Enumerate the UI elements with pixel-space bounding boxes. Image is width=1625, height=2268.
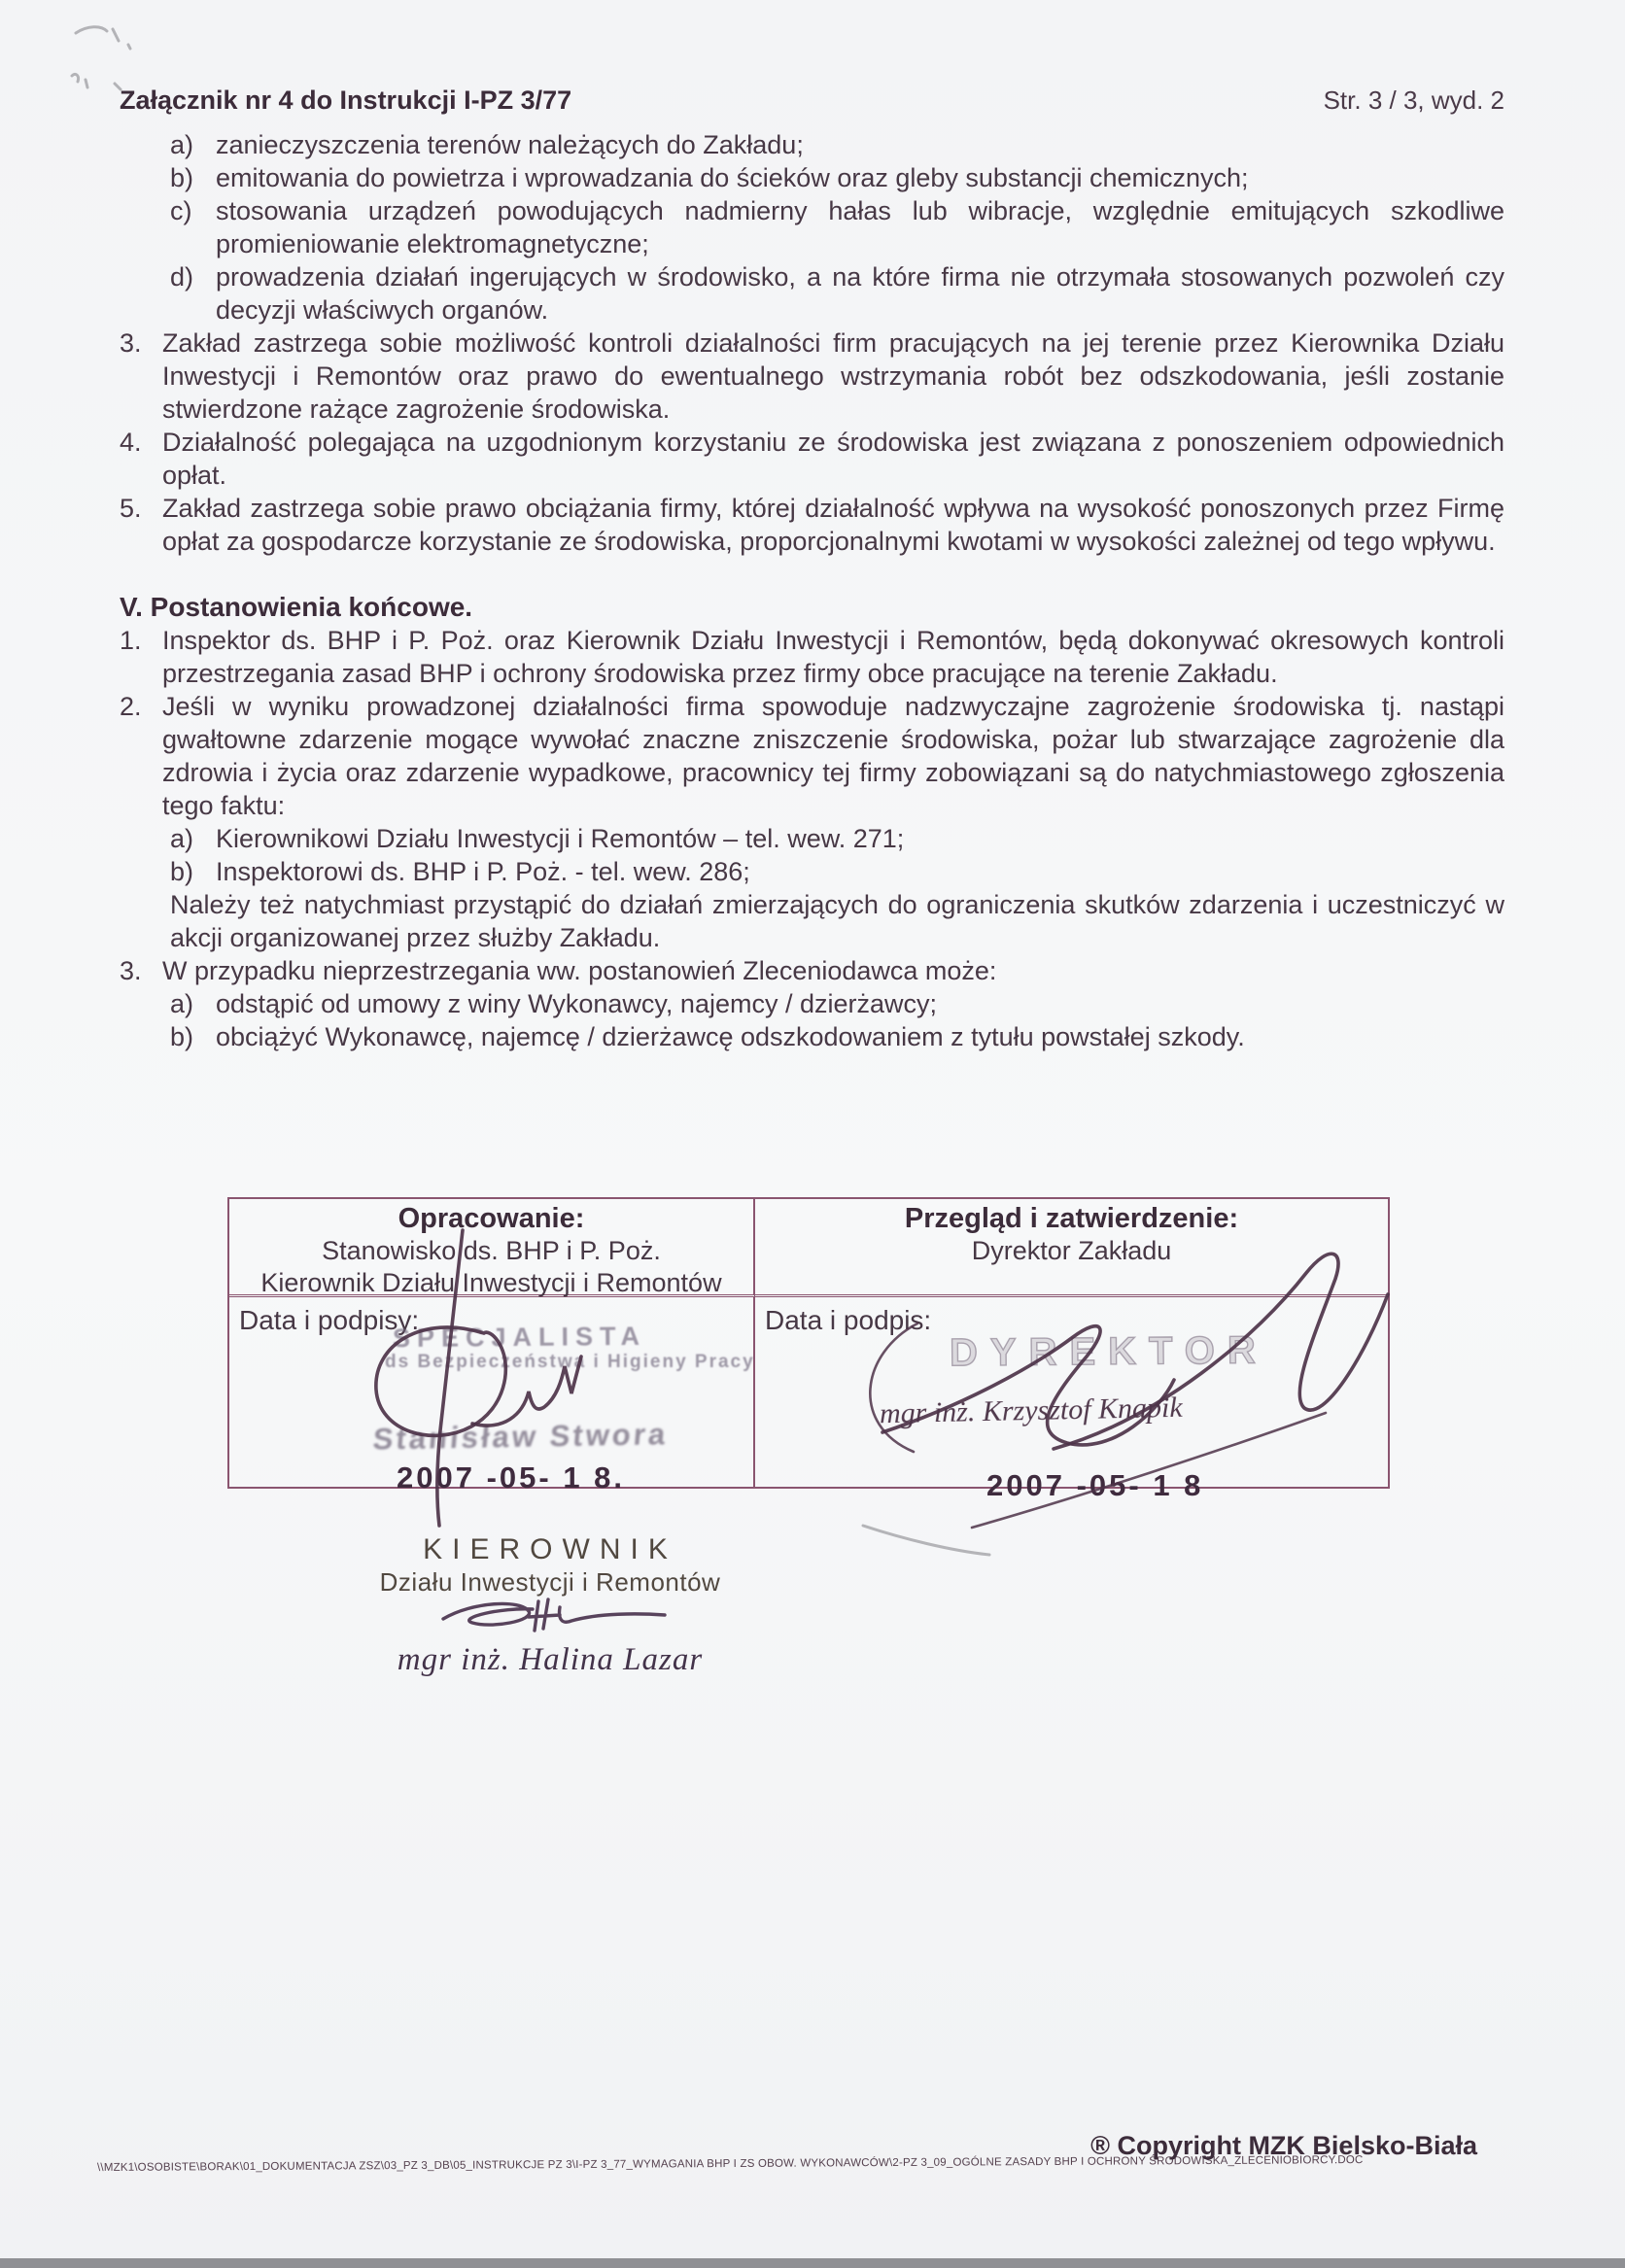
date-label: Data i podpisy:: [239, 1305, 420, 1335]
list-marker: 5.: [120, 494, 142, 523]
column-subtitle: Dyrektor Zakładu: [971, 1236, 1172, 1265]
document-header: [120, 84, 1504, 117]
list-marker: d): [170, 262, 194, 292]
list-text: odstąpić od umowy z winy Wykonawcy, najemcy / dzierżawcy;: [216, 989, 938, 1018]
list-item-a: [170, 128, 1504, 161]
column-title: Opracowanie:: [398, 1203, 585, 1234]
list-text: stosowania urządzeń powodujących nadmierny hałas lub wibracje, względnie emitujących szkodliwe promieniowanie elektromagnetyczne;: [216, 196, 1504, 258]
manager-signature: [414, 1594, 686, 1636]
specialist-name-stamp: Stanisław Stwora: [371, 1417, 670, 1457]
manager-stamp: [356, 1533, 744, 1678]
manager-stamp-title: KIEROWNIK: [423, 1533, 677, 1565]
director-signatory-stamp: mgr inż. Krzysztof Knapik: [879, 1391, 1184, 1430]
specialist-stamp-line2: ds Bezpieczeństwa i Higieny Pracy: [385, 1352, 755, 1372]
list-marker: a): [170, 989, 194, 1018]
final-item-3a: [170, 987, 1504, 1020]
list-text: W przypadku nieprzestrzegania ww. postanowień Zleceniodawca może:: [162, 956, 997, 985]
list-text: obciążyć Wykonawcę, najemcę / dzierżawcę odszkodowaniem z tytułu powstałej szkody.: [216, 1022, 1245, 1051]
approval-table: [227, 1197, 1390, 1502]
column-subtitle: Kierownik Działu Inwestycji i Remontów: [260, 1268, 722, 1297]
list-item-b: [170, 161, 1504, 194]
list-text: zanieczyszczenia terenów należących do Zakładu;: [216, 130, 804, 159]
document-file-path: \\MZK1\OSOBISTE\BORAK\01_DOKUMENTACJA ZSZ\03_PZ 3_DB\05_INSTRUKCJE PZ 3\I-PZ 3_77_WYMAGANIA BHP I ZS OBOW. WYKONAWCÓW\2-PZ 3_09_OGÓLNE ZASADY BHP I OCHRONY ŚRODOWISKA_ZLECENIOBIORCY.DOC: [96, 2154, 1364, 2174]
list-marker: 3.: [120, 328, 142, 358]
list-marker: 1.: [120, 626, 142, 655]
table-cell-przeglad: [755, 1199, 1388, 1297]
list-text: emitowania do powietrza i wprowadzania do ścieków oraz gleby substancji chemicznych;: [216, 163, 1249, 192]
list-text: prowadzenia działań ingerujących w środowisko, a na które firma nie otrzymała stosowanych pozwoleń czy decyzji właściwych organów.: [216, 262, 1504, 325]
page-reference: Str. 3 / 3, wyd. 2: [1323, 86, 1504, 115]
list-text: Działalność polegająca na uzgodnionym korzystaniu ze środowiska jest związana z ponoszeniem odpowiednich opłat.: [162, 428, 1504, 490]
list-item-d: [170, 260, 1504, 326]
pencil-dash-artifact: [855, 1512, 1001, 1570]
list-marker: a): [170, 824, 194, 853]
list-marker: b): [170, 1022, 194, 1051]
numbered-item-4: [120, 426, 1504, 492]
document-body: [120, 84, 1504, 1053]
list-marker: 3.: [120, 956, 142, 985]
manager-name: mgr inż. Halina Lazar: [397, 1642, 704, 1677]
final-item-3b: [170, 1020, 1504, 1053]
list-marker: 2.: [120, 692, 142, 721]
list-text: Zakład zastrzega sobie możliwość kontroli działalności firm pracujących na jej terenie przez Kierownika Działu Inwestycji i Remontów oraz prawo do ewentualnego wstrzymania robót bez odszkodowania, jeśli zostanie stwierdzone rażące zagrożenie środowiska.: [162, 328, 1504, 424]
list-text: Jeśli w wyniku prowadzonej działalności firma spowoduje nadzwyczajne zagrożenie środowiska tj. nastąpi gwałtowne zdarzenie mogące wywołać znaczne zniszczenie środowiska, pożar lub stwarzające zagrożenie dla zdrowia i życia oraz zdarzenie wypadkowe, pracownicy tej firmy zobowiązani są do natychmiastowego zgłoszenia tego faktu:: [162, 692, 1504, 820]
final-item-2b: [170, 855, 1504, 888]
table-cell-opracowanie: [229, 1199, 755, 1297]
column-subtitle: Stanowisko ds. BHP i P. Poż.: [322, 1236, 661, 1265]
copyright-notice: ® Copyright MZK Bielsko-Biała: [1090, 2131, 1477, 2160]
list-item-c: [170, 194, 1504, 260]
list-marker: b): [170, 163, 194, 192]
list-text: Inspektorowi ds. BHP i P. Poż. - tel. wew. 286;: [216, 857, 750, 886]
list-text: Kierownikowi Działu Inwestycji i Remontów – tel. wew. 271;: [216, 824, 905, 853]
list-marker: 4.: [120, 428, 142, 457]
numbered-item-5: [120, 492, 1504, 558]
list-text: Inspektor ds. BHP i P. Poż. oraz Kierownik Działu Inwestycji i Remontów, będą dokonywać okresowych kontroli przestrzegania zasad BHP i ochrony środowiska przez firmy obce pracujące na terenie Zakładu.: [162, 626, 1504, 688]
list-marker: b): [170, 857, 194, 886]
section-heading: V. Postanowienia końcowe.: [120, 592, 473, 622]
table-cell-right-signature: [755, 1297, 1388, 1502]
table-cell-left-signature: [229, 1297, 755, 1495]
final-item-2a: [170, 822, 1504, 855]
final-item-1: [120, 624, 1504, 690]
date-label: Data i podpis:: [765, 1305, 932, 1335]
specialist-stamp-line1: SPECJALISTA: [392, 1321, 647, 1354]
final-item-2-note: Należy też natychmiast przystąpić do działań zmierzających do ograniczenia skutków zdarzenia i uczestniczyć w akcji organizowanej przez służby Zakładu.: [170, 890, 1504, 952]
column-title: Przegląd i zatwierdzenie:: [904, 1203, 1239, 1234]
date-stamp-left: 2007 -05- 1 8.: [397, 1460, 626, 1495]
numbered-item-3: [120, 326, 1504, 426]
date-stamp-right: 2007 -05- 1 8: [986, 1468, 1204, 1502]
dyrektor-stamp: DYREKTOR: [949, 1328, 1268, 1375]
final-item-3: [120, 954, 1504, 987]
list-marker: c): [170, 196, 192, 225]
list-marker: a): [170, 130, 194, 159]
attachment-title: Załącznik nr 4 do Instrukcji I-PZ 3/77: [120, 86, 572, 115]
final-item-2: [120, 690, 1504, 822]
manager-stamp-department: Działu Inwestycji i Remontów: [379, 1567, 721, 1597]
manager-signature-path: [443, 1599, 665, 1631]
list-text: Zakład zastrzega sobie prawo obciążania firmy, której działalność wpływa na wysokość ponoszonych przez Firmę opłat za gospodarcze korzystanie ze środowiska, proporcjonalnymi kwotami w wysokości zależnej od tego wpływu.: [162, 494, 1504, 556]
